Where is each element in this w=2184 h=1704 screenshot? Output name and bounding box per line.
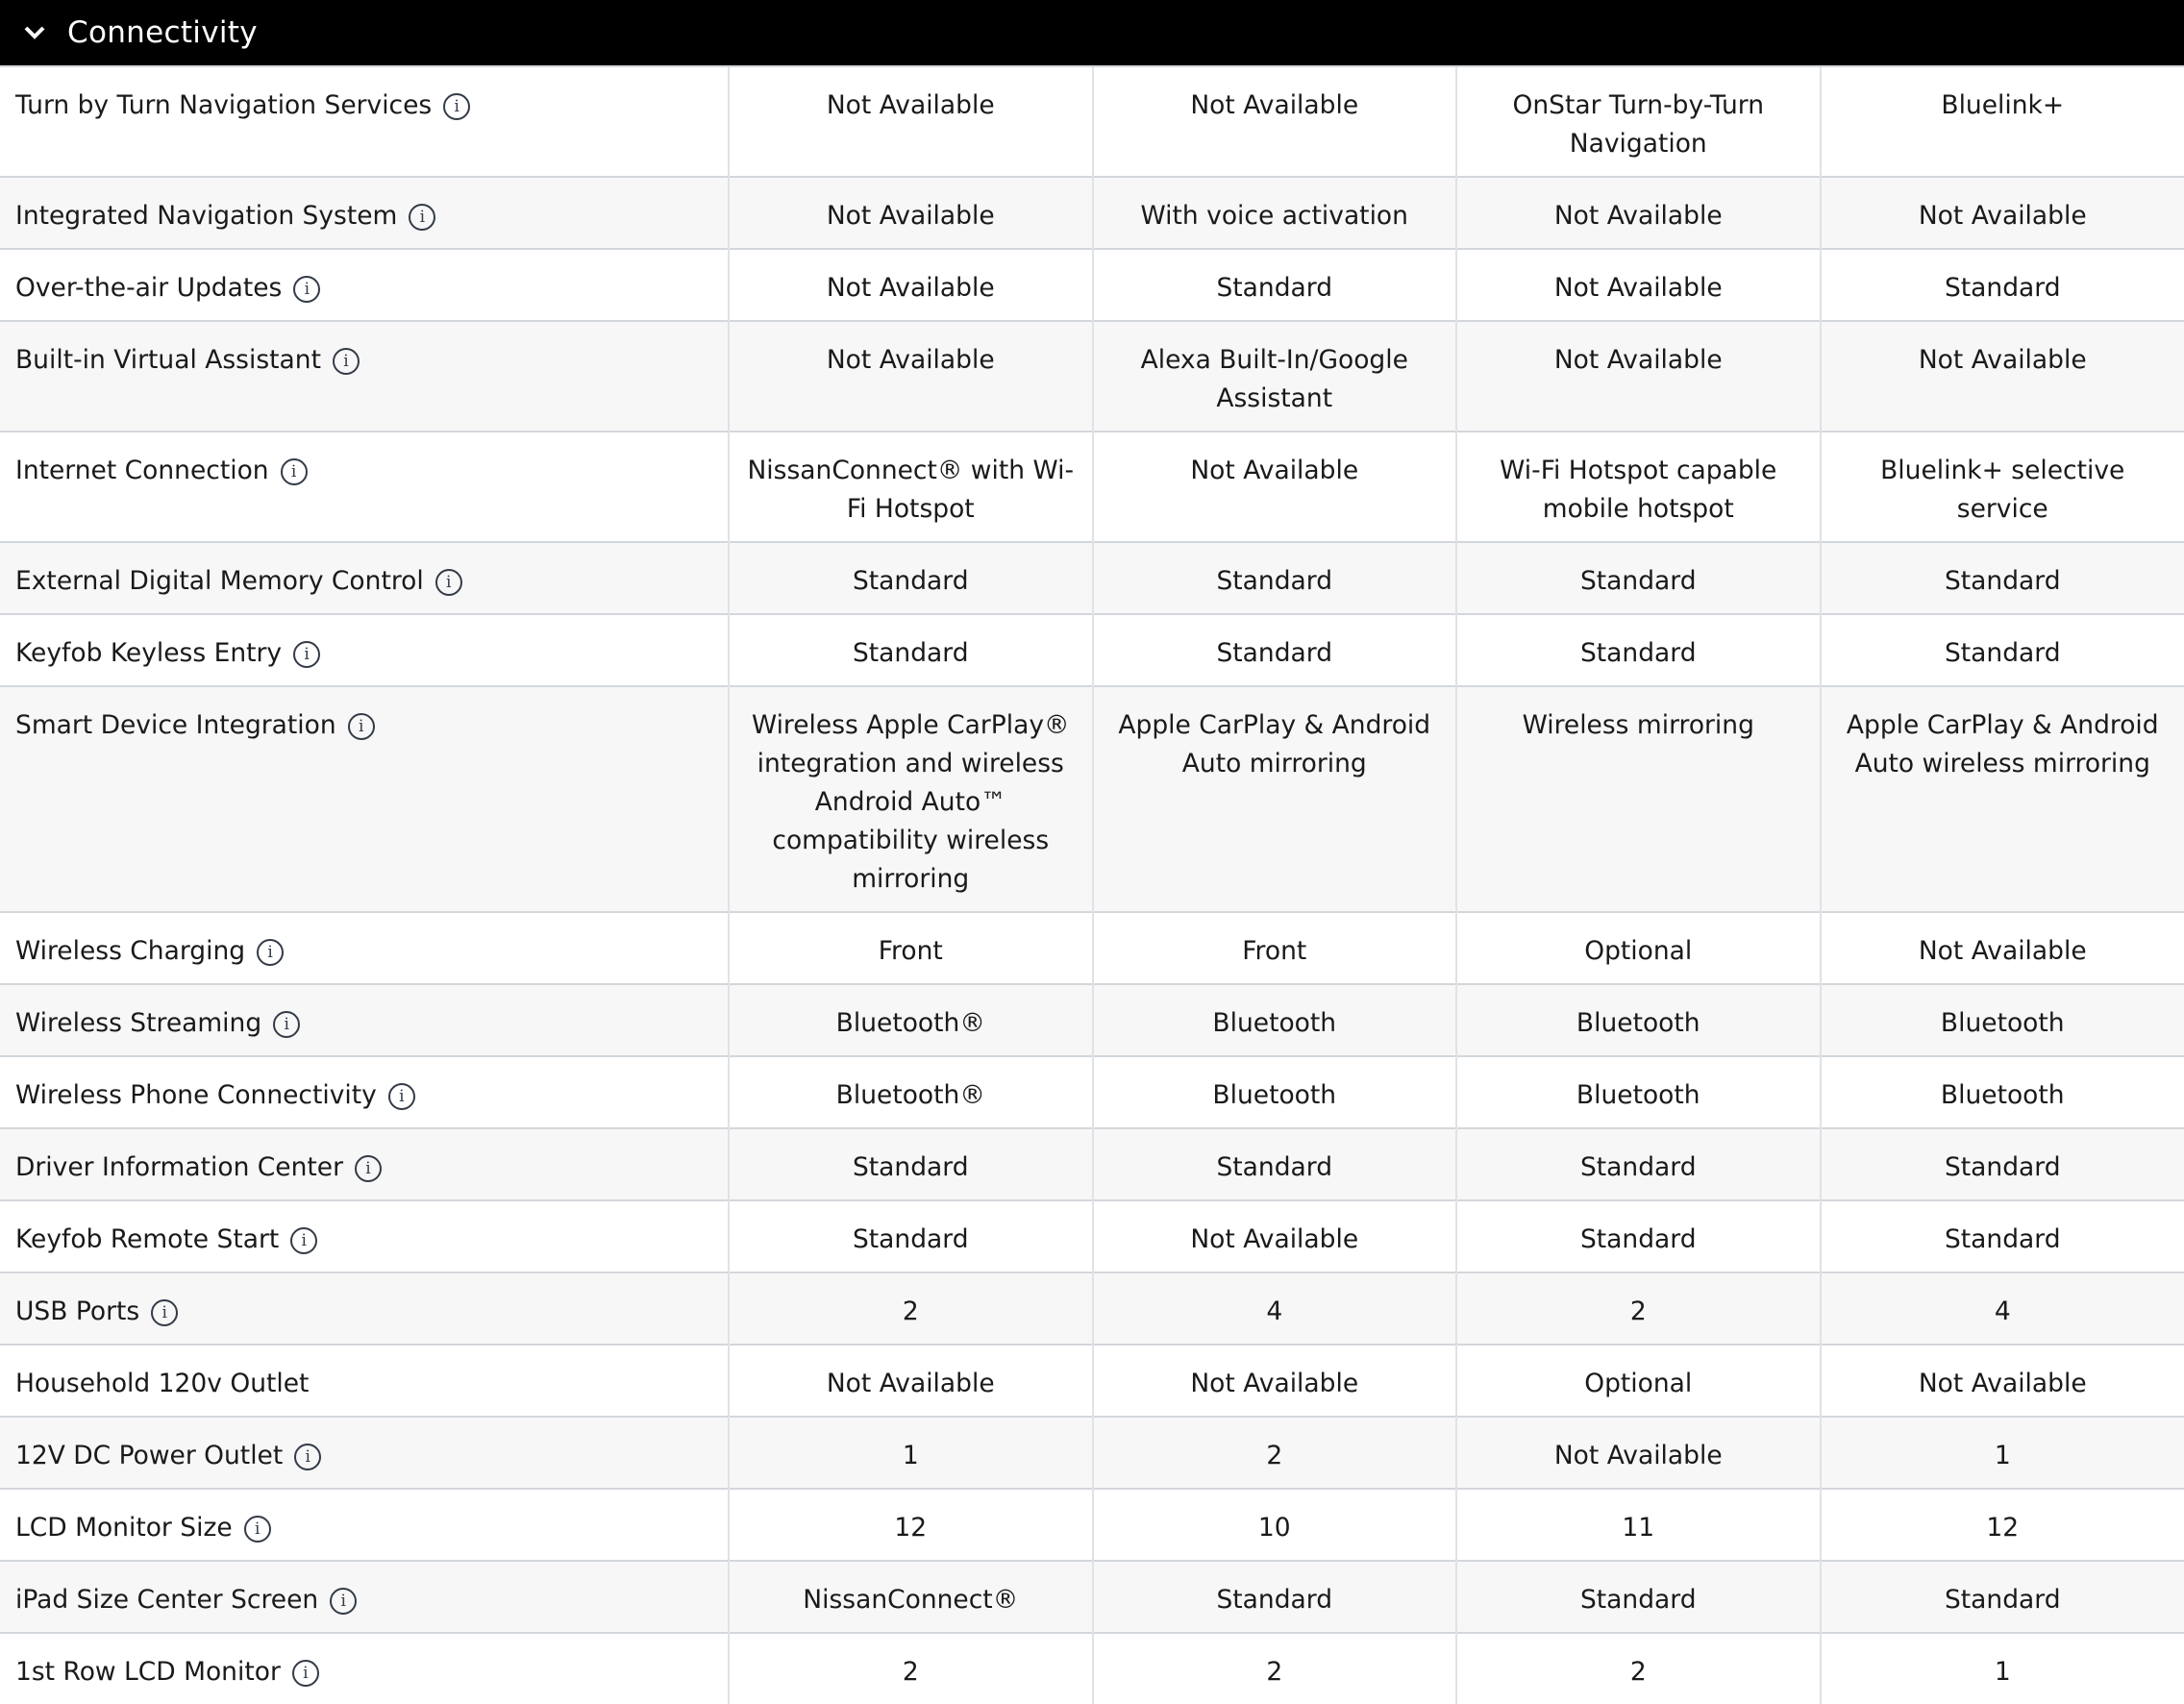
- feature-cell: [0, 1128, 729, 1200]
- info-icon[interactable]: i: [244, 1516, 271, 1543]
- value-cell: Standard: [1821, 249, 2184, 321]
- value-cell: Not Available: [1093, 1200, 1457, 1272]
- value-cell: Apple CarPlay & Android Auto mirroring: [1093, 686, 1457, 912]
- value-cell: Not Available: [1456, 321, 1821, 432]
- feature-cell: [0, 1345, 729, 1417]
- feature-cell: [0, 321, 729, 432]
- info-icon[interactable]: i: [355, 1155, 382, 1182]
- value-cell: Standard: [1093, 1128, 1457, 1200]
- feature-cell: [0, 66, 729, 177]
- value-cell: Not Available: [1093, 1345, 1457, 1417]
- value-cell: 2: [729, 1272, 1093, 1345]
- value-cell: Not Available: [1821, 321, 2184, 432]
- value-cell: Wi-Fi Hotspot capable mobile hotspot: [1456, 432, 1821, 542]
- feature-cell: [0, 432, 729, 542]
- value-cell: 2: [1456, 1633, 1821, 1704]
- feature-cell: [0, 1561, 729, 1633]
- value-cell: Standard: [1456, 542, 1821, 614]
- info-icon[interactable]: i: [333, 348, 360, 375]
- value-cell: Bluetooth: [1821, 984, 2184, 1056]
- table-row: [0, 177, 2184, 249]
- feature-label: Keyfob Keyless Entry: [15, 638, 282, 668]
- feature-label: LCD Monitor Size: [15, 1513, 233, 1543]
- value-cell: Standard: [1821, 1200, 2184, 1272]
- value-cell: Front: [729, 912, 1093, 984]
- feature-cell: [0, 249, 729, 321]
- value-cell: Not Available: [1821, 1345, 2184, 1417]
- feature-label: Internet Connection: [15, 456, 269, 485]
- comparison-table: [0, 65, 2184, 1704]
- value-cell: Not Available: [1093, 66, 1457, 177]
- value-cell: 10: [1093, 1489, 1457, 1561]
- info-icon[interactable]: i: [330, 1588, 357, 1615]
- value-cell: Apple CarPlay & Android Auto wireless mirroring: [1821, 686, 2184, 912]
- value-cell: NissanConnect® with Wi-Fi Hotspot: [729, 432, 1093, 542]
- value-cell: Not Available: [729, 66, 1093, 177]
- info-icon[interactable]: i: [294, 1444, 321, 1470]
- table-row: [0, 984, 2184, 1056]
- table-row: [0, 1345, 2184, 1417]
- value-cell: Bluetooth: [1093, 1056, 1457, 1128]
- value-cell: Not Available: [1456, 1417, 1821, 1489]
- feature-cell: [0, 1633, 729, 1704]
- value-cell: 2: [1456, 1272, 1821, 1345]
- info-icon[interactable]: i: [443, 93, 470, 120]
- table-row: [0, 1200, 2184, 1272]
- value-cell: 1: [729, 1417, 1093, 1489]
- info-icon[interactable]: i: [388, 1083, 415, 1110]
- value-cell: Not Available: [729, 1345, 1093, 1417]
- section-header-connectivity[interactable]: [0, 0, 2184, 65]
- value-cell: 2: [729, 1633, 1093, 1704]
- feature-label: Over-the-air Updates: [15, 273, 282, 303]
- feature-label: iPad Size Center Screen: [15, 1585, 318, 1615]
- feature-cell: [0, 1200, 729, 1272]
- value-cell: 11: [1456, 1489, 1821, 1561]
- table-row: [0, 1633, 2184, 1704]
- info-icon[interactable]: i: [293, 276, 320, 303]
- value-cell: Standard: [729, 542, 1093, 614]
- value-cell: Bluelink+: [1821, 66, 2184, 177]
- feature-cell: [0, 686, 729, 912]
- table-row: [0, 1128, 2184, 1200]
- value-cell: Standard: [1093, 1561, 1457, 1633]
- value-cell: With voice activation: [1093, 177, 1457, 249]
- value-cell: Not Available: [1821, 177, 2184, 249]
- info-icon[interactable]: i: [348, 713, 375, 740]
- value-cell: Not Available: [1093, 432, 1457, 542]
- value-cell: Wireless mirroring: [1456, 686, 1821, 912]
- value-cell: Standard: [1821, 1128, 2184, 1200]
- table-row: [0, 912, 2184, 984]
- table-row: [0, 686, 2184, 912]
- value-cell: Bluetooth: [1456, 984, 1821, 1056]
- feature-label: Wireless Charging: [15, 936, 245, 966]
- feature-label: External Digital Memory Control: [15, 566, 424, 596]
- chevron-down-icon: [21, 19, 48, 46]
- value-cell: Bluetooth®: [729, 1056, 1093, 1128]
- table-row: [0, 432, 2184, 542]
- feature-label: Turn by Turn Navigation Services: [15, 90, 432, 120]
- value-cell: Wireless Apple CarPlay® integration and wireless Android Auto™ compatibility wireless mirroring: [729, 686, 1093, 912]
- table-row: [0, 1489, 2184, 1561]
- section-title: Connectivity: [67, 15, 258, 50]
- value-cell: Standard: [1821, 614, 2184, 686]
- value-cell: Optional: [1456, 1345, 1821, 1417]
- value-cell: Front: [1093, 912, 1457, 984]
- value-cell: 1: [1821, 1417, 2184, 1489]
- value-cell: Not Available: [1456, 177, 1821, 249]
- value-cell: Bluetooth: [1456, 1056, 1821, 1128]
- value-cell: Bluetooth: [1093, 984, 1457, 1056]
- feature-label: Household 120v Outlet: [15, 1369, 309, 1398]
- table-row: [0, 614, 2184, 686]
- info-icon[interactable]: i: [293, 641, 320, 668]
- value-cell: 12: [729, 1489, 1093, 1561]
- value-cell: 12: [1821, 1489, 2184, 1561]
- value-cell: 4: [1821, 1272, 2184, 1345]
- table-row: [0, 321, 2184, 432]
- value-cell: Standard: [1456, 614, 1821, 686]
- feature-label: Built-in Virtual Assistant: [15, 345, 321, 375]
- feature-label: Wireless Streaming: [15, 1008, 261, 1038]
- value-cell: Not Available: [1821, 912, 2184, 984]
- value-cell: Bluetooth: [1821, 1056, 2184, 1128]
- info-icon[interactable]: i: [281, 458, 308, 485]
- value-cell: 1: [1821, 1633, 2184, 1704]
- info-icon[interactable]: i: [151, 1299, 178, 1326]
- value-cell: Not Available: [729, 321, 1093, 432]
- table-row: [0, 66, 2184, 177]
- feature-label: Keyfob Remote Start: [15, 1224, 279, 1254]
- feature-cell: [0, 1272, 729, 1345]
- value-cell: Standard: [729, 614, 1093, 686]
- value-cell: Not Available: [1456, 249, 1821, 321]
- table-row: [0, 1417, 2184, 1489]
- value-cell: Standard: [1821, 1561, 2184, 1633]
- feature-cell: [0, 614, 729, 686]
- info-icon[interactable]: i: [435, 569, 462, 596]
- table-row: [0, 542, 2184, 614]
- info-icon[interactable]: i: [257, 939, 284, 966]
- info-icon[interactable]: i: [290, 1227, 317, 1254]
- value-cell: Standard: [1093, 614, 1457, 686]
- value-cell: Standard: [1456, 1128, 1821, 1200]
- value-cell: Standard: [1821, 542, 2184, 614]
- table-row: [0, 249, 2184, 321]
- feature-label: USB Ports: [15, 1297, 139, 1326]
- table-row: [0, 1561, 2184, 1633]
- value-cell: Standard: [1093, 542, 1457, 614]
- feature-label: 1st Row LCD Monitor: [15, 1657, 281, 1687]
- value-cell: Standard: [729, 1128, 1093, 1200]
- feature-label: Smart Device Integration: [15, 710, 336, 740]
- value-cell: Bluetooth®: [729, 984, 1093, 1056]
- feature-cell: [0, 1417, 729, 1489]
- info-icon[interactable]: i: [292, 1660, 319, 1687]
- value-cell: Bluelink+ selective service: [1821, 432, 2184, 542]
- value-cell: Standard: [1456, 1200, 1821, 1272]
- value-cell: OnStar Turn-by-Turn Navigation: [1456, 66, 1821, 177]
- feature-label: Driver Information Center: [15, 1152, 343, 1182]
- feature-cell: [0, 912, 729, 984]
- value-cell: 2: [1093, 1417, 1457, 1489]
- feature-label: 12V DC Power Outlet: [15, 1441, 283, 1470]
- feature-cell: [0, 984, 729, 1056]
- feature-cell: [0, 177, 729, 249]
- info-icon[interactable]: i: [273, 1011, 300, 1038]
- table-row: [0, 1272, 2184, 1345]
- info-icon[interactable]: i: [409, 204, 435, 231]
- value-cell: Optional: [1456, 912, 1821, 984]
- value-cell: 2: [1093, 1633, 1457, 1704]
- feature-cell: [0, 542, 729, 614]
- value-cell: Standard: [1093, 249, 1457, 321]
- value-cell: Standard: [1456, 1561, 1821, 1633]
- value-cell: Not Available: [729, 177, 1093, 249]
- feature-label: Integrated Navigation System: [15, 201, 397, 231]
- value-cell: NissanConnect®: [729, 1561, 1093, 1633]
- value-cell: Standard: [729, 1200, 1093, 1272]
- value-cell: Alexa Built-In/Google Assistant: [1093, 321, 1457, 432]
- feature-cell: [0, 1489, 729, 1561]
- value-cell: Not Available: [729, 249, 1093, 321]
- feature-cell: [0, 1056, 729, 1128]
- value-cell: 4: [1093, 1272, 1457, 1345]
- feature-label: Wireless Phone Connectivity: [15, 1080, 377, 1110]
- table-row: [0, 1056, 2184, 1128]
